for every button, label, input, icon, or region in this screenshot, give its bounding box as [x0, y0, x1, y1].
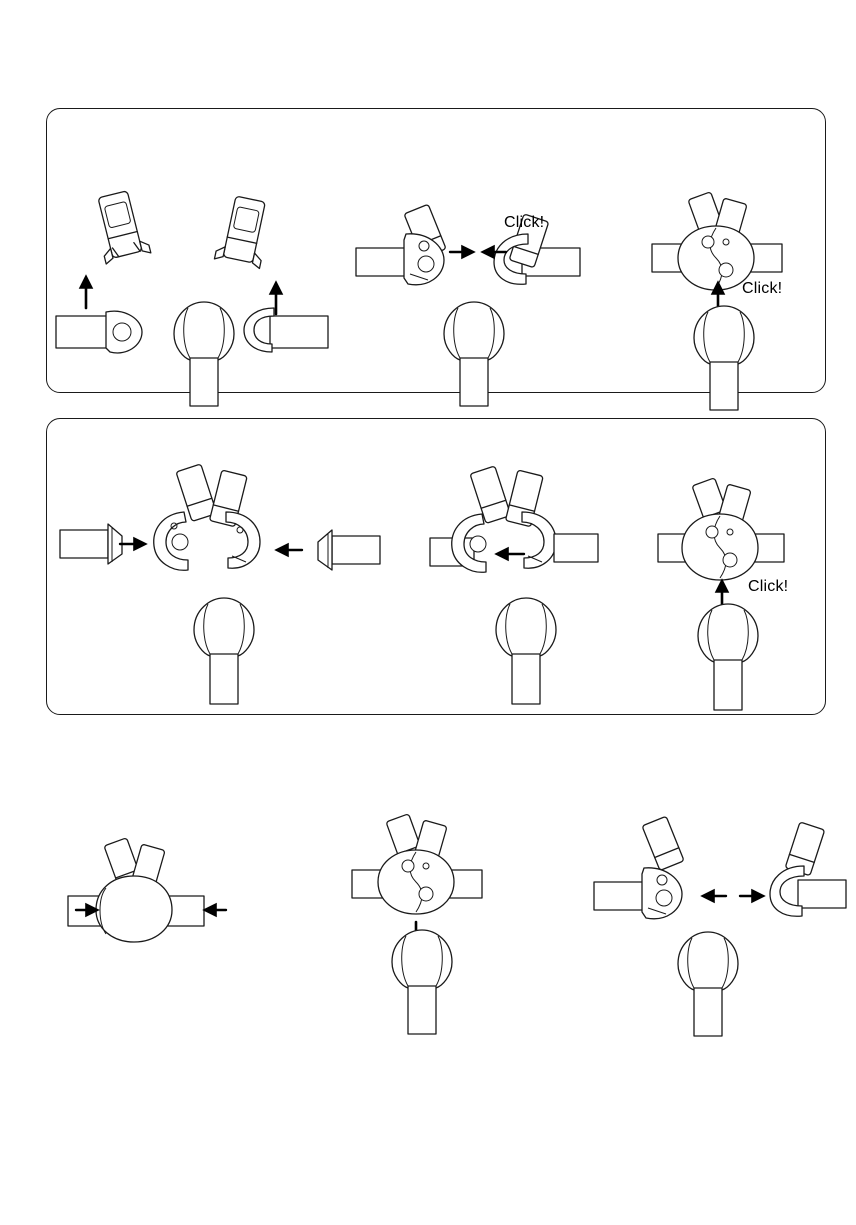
ball-head-post-3 [694, 306, 754, 410]
p1-step-2-svg [346, 108, 596, 393]
click-label: Click! [742, 280, 783, 297]
p2-step-1-figure [46, 418, 396, 715]
ball-head-post-5 [496, 598, 556, 704]
arrow-right [120, 538, 146, 550]
r3-step-1-figure [46, 800, 276, 1040]
clamp-open-ring [68, 838, 204, 942]
arrow-right [740, 890, 764, 902]
p1-step-3-figure [630, 108, 830, 393]
click-label: Click! [748, 578, 789, 595]
p2-step-3-figure [640, 418, 830, 715]
clamp-body-left [56, 311, 142, 353]
ball-head-post-4 [194, 598, 254, 704]
clamp-assembled-2 [658, 478, 784, 580]
p2-step-1-svg [46, 418, 396, 715]
clamp-half-right-top [214, 194, 273, 268]
clamp-half-left-top [90, 189, 151, 264]
ball-head-post-7 [392, 930, 452, 1034]
clamp-assembly-left-2 [430, 466, 511, 572]
r3-step-3-svg [580, 800, 830, 1040]
r3-step-2-figure [330, 800, 550, 1040]
p1-step-3-svg [630, 108, 830, 393]
p2-step-2-svg [400, 418, 650, 715]
band-wedge-right [318, 530, 380, 570]
clamp-assembly-left [356, 204, 446, 285]
clamp-half-right [209, 470, 260, 568]
r3-step-3-figure [580, 800, 830, 1040]
p1-step-1-svg [46, 108, 346, 393]
clamp-half-right-3 [770, 822, 846, 916]
clamp-assembled [652, 192, 782, 290]
p1-step-1-figure [46, 108, 346, 393]
arrow-up-left [80, 276, 92, 308]
arrow-left [276, 544, 302, 556]
arrow-left [702, 890, 726, 902]
p2-step-2-figure [400, 418, 650, 715]
ball-head-post-1 [174, 302, 234, 406]
p1-step-2-figure [346, 108, 596, 393]
clamp-half-left [154, 464, 217, 570]
clamp-assembly-left-3 [594, 816, 684, 919]
clamp-body-right [244, 308, 328, 352]
p2-step-3-svg [640, 418, 830, 715]
r3-step-2-svg [330, 800, 550, 1040]
r3-step-1-svg [46, 800, 276, 1040]
clamp-assembled-3 [352, 814, 482, 914]
ball-head-post-2 [444, 302, 504, 406]
ball-head-post-8 [678, 932, 738, 1036]
arrow-left [496, 548, 524, 560]
arrow-right [450, 246, 474, 258]
click-label: Click! [504, 214, 545, 231]
ball-head-post-6 [698, 604, 758, 710]
arrow-left-inward [204, 904, 226, 916]
band-wedge-left [60, 524, 122, 564]
